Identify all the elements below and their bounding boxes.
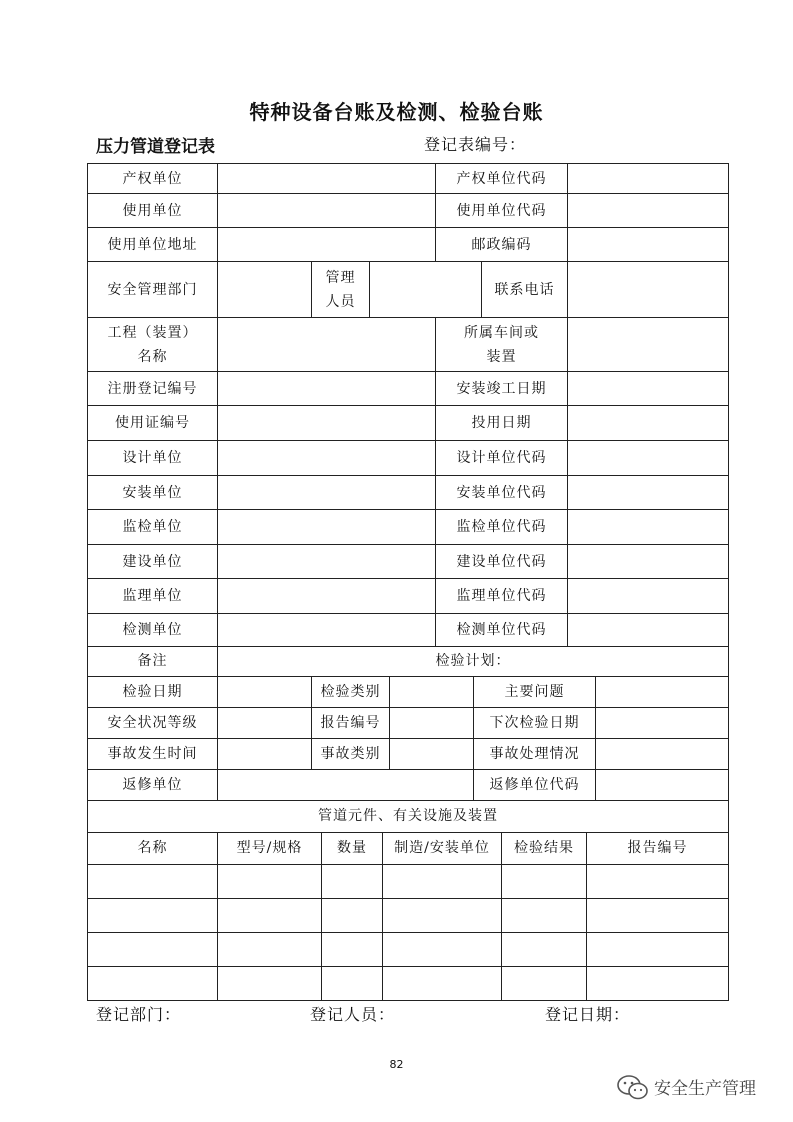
field-install-date[interactable] bbox=[568, 372, 729, 406]
label-project bbox=[88, 318, 218, 372]
label-safety-dept: 安全管理部门 bbox=[88, 262, 218, 318]
table-row bbox=[88, 614, 729, 647]
footer-dept-label: 登记部门： bbox=[96, 1005, 182, 1024]
cell[interactable] bbox=[502, 966, 587, 1000]
cell[interactable] bbox=[218, 898, 322, 932]
field-main-issues[interactable] bbox=[596, 676, 729, 707]
table-row bbox=[88, 441, 729, 476]
footer-person-label: 登记人员： bbox=[310, 1005, 396, 1024]
label-project-line1: 工程（装置） bbox=[107, 324, 198, 341]
page-title: 特种设备台账及检测、检验台账 bbox=[249, 100, 544, 124]
label-supervise-unit: 监检单位 bbox=[88, 510, 218, 545]
cell[interactable] bbox=[383, 932, 502, 966]
label-user-code: 使用单位代码 bbox=[436, 194, 568, 228]
watermark bbox=[616, 1070, 776, 1104]
field-repair-code[interactable] bbox=[596, 769, 729, 800]
field-supervise-code[interactable] bbox=[568, 510, 729, 545]
watermark-text: 安全生产管理 bbox=[654, 1079, 756, 1099]
label-install-unit: 安装单位 bbox=[88, 476, 218, 510]
field-design-unit[interactable] bbox=[218, 441, 436, 476]
cell[interactable] bbox=[322, 898, 383, 932]
field-user-unit[interactable] bbox=[218, 194, 436, 228]
table-header-row bbox=[88, 832, 729, 864]
table-row bbox=[88, 406, 729, 441]
cell[interactable] bbox=[218, 966, 322, 1000]
field-test-code[interactable] bbox=[568, 614, 729, 647]
label-manager-line1: 管理 bbox=[325, 269, 356, 286]
label-use-date: 投用日期 bbox=[436, 406, 568, 441]
header-manufacturer: 制造/安装单位 bbox=[383, 832, 502, 864]
label-user-address: 使用单位地址 bbox=[88, 228, 218, 262]
field-user-code[interactable] bbox=[568, 194, 729, 228]
label-install-code: 安装单位代码 bbox=[436, 476, 568, 510]
footer-date-label: 登记日期： bbox=[545, 1005, 631, 1024]
field-install-code[interactable] bbox=[568, 476, 729, 510]
page-number: 82 bbox=[389, 1058, 404, 1071]
table-row bbox=[88, 800, 729, 832]
field-inspection-date[interactable] bbox=[218, 676, 312, 707]
label-accident-type: 事故类别 bbox=[312, 738, 390, 769]
header-quantity: 数量 bbox=[322, 832, 383, 864]
cell[interactable] bbox=[383, 966, 502, 1000]
label-report-no: 报告编号 bbox=[312, 707, 390, 738]
label-repair-unit: 返修单位 bbox=[88, 769, 218, 800]
field-safety-dept[interactable] bbox=[218, 262, 312, 318]
label-owner-code: 产权单位代码 bbox=[436, 164, 568, 194]
label-next-date: 下次检验日期 bbox=[474, 707, 596, 738]
label-remark: 备注 bbox=[88, 646, 218, 676]
form-subtitle: 压力管道登记表 bbox=[96, 137, 215, 157]
table-row bbox=[88, 676, 729, 707]
cell[interactable] bbox=[322, 864, 383, 898]
cell[interactable] bbox=[383, 864, 502, 898]
label-workshop-line1: 所属车间或 bbox=[464, 324, 540, 341]
basic-info-table bbox=[87, 163, 729, 647]
field-project[interactable] bbox=[218, 318, 436, 372]
label-inspection-date: 检验日期 bbox=[88, 676, 218, 707]
label-test-code: 检测单位代码 bbox=[436, 614, 568, 647]
table-row bbox=[88, 738, 729, 769]
field-inspection-type[interactable] bbox=[390, 676, 474, 707]
cell[interactable] bbox=[218, 864, 322, 898]
label-manager bbox=[312, 262, 370, 318]
label-design-unit: 设计单位 bbox=[88, 441, 218, 476]
label-owner-unit: 产权单位 bbox=[88, 164, 218, 194]
field-repair-unit[interactable] bbox=[218, 769, 474, 800]
field-workshop[interactable] bbox=[568, 318, 729, 372]
cell[interactable] bbox=[587, 966, 729, 1000]
field-user-address[interactable] bbox=[218, 228, 436, 262]
cell[interactable] bbox=[88, 966, 218, 1000]
cell[interactable] bbox=[88, 898, 218, 932]
header-name: 名称 bbox=[88, 832, 218, 864]
cell[interactable] bbox=[502, 932, 587, 966]
label-design-code: 设计单位代码 bbox=[436, 441, 568, 476]
label-workshop bbox=[436, 318, 568, 372]
table-row bbox=[88, 372, 729, 406]
cell[interactable] bbox=[587, 864, 729, 898]
inspection-table bbox=[87, 646, 729, 833]
label-inspection-type: 检验类别 bbox=[312, 676, 390, 707]
table-row bbox=[88, 932, 729, 966]
label-build-code: 建设单位代码 bbox=[436, 545, 568, 579]
label-accident-time: 事故发生时间 bbox=[88, 738, 218, 769]
field-report-no[interactable] bbox=[390, 707, 474, 738]
table-row bbox=[88, 476, 729, 510]
table-row bbox=[88, 707, 729, 738]
label-workshop-line2: 装置 bbox=[486, 348, 517, 365]
cell[interactable] bbox=[322, 932, 383, 966]
cell[interactable] bbox=[502, 898, 587, 932]
label-test-unit: 检测单位 bbox=[88, 614, 218, 647]
table-row bbox=[88, 228, 729, 262]
components-table bbox=[87, 832, 729, 1001]
table-row bbox=[88, 864, 729, 898]
cell[interactable] bbox=[502, 864, 587, 898]
label-build-unit: 建设单位 bbox=[88, 545, 218, 579]
label-project-line2: 名称 bbox=[137, 348, 168, 365]
label-manager-line2: 人员 bbox=[325, 293, 356, 310]
field-postal-code[interactable] bbox=[568, 228, 729, 262]
field-safety-level[interactable] bbox=[218, 707, 312, 738]
cell[interactable] bbox=[322, 966, 383, 1000]
table-row bbox=[88, 579, 729, 614]
label-safety-level: 安全状况等级 bbox=[88, 707, 218, 738]
label-main-issues: 主要问题 bbox=[474, 676, 596, 707]
field-next-date[interactable] bbox=[596, 707, 729, 738]
field-owner-code[interactable] bbox=[568, 164, 729, 194]
header-report-no: 报告编号 bbox=[587, 832, 729, 864]
cell[interactable] bbox=[587, 898, 729, 932]
label-manage-unit: 监理单位 bbox=[88, 579, 218, 614]
cell[interactable] bbox=[587, 932, 729, 966]
cell[interactable] bbox=[88, 864, 218, 898]
field-accident-time[interactable] bbox=[218, 738, 312, 769]
label-accident-handling: 事故处理情况 bbox=[474, 738, 596, 769]
field-phone[interactable] bbox=[568, 262, 729, 318]
header-model: 型号/规格 bbox=[218, 832, 322, 864]
field-reg-number[interactable] bbox=[218, 372, 436, 406]
table-row bbox=[88, 164, 729, 194]
field-manager[interactable] bbox=[370, 262, 482, 318]
field-supervise-unit[interactable] bbox=[218, 510, 436, 545]
table-row bbox=[88, 510, 729, 545]
field-design-code[interactable] bbox=[568, 441, 729, 476]
label-repair-code: 返修单位代码 bbox=[474, 769, 596, 800]
field-inspection-plan[interactable]: 检验计划： bbox=[218, 646, 729, 676]
field-install-unit[interactable] bbox=[218, 476, 436, 510]
components-section-title: 管道元件、有关设施及装置 bbox=[88, 800, 729, 832]
cell[interactable] bbox=[88, 932, 218, 966]
field-owner-unit[interactable] bbox=[218, 164, 436, 194]
field-use-date[interactable] bbox=[568, 406, 729, 441]
cell[interactable] bbox=[383, 898, 502, 932]
label-user-unit: 使用单位 bbox=[88, 194, 218, 228]
table-row bbox=[88, 262, 729, 318]
table-row bbox=[88, 646, 729, 676]
label-cert-number: 使用证编号 bbox=[88, 406, 218, 441]
table-row bbox=[88, 966, 729, 1000]
table-row bbox=[88, 898, 729, 932]
table-row bbox=[88, 769, 729, 800]
header-result: 检验结果 bbox=[502, 832, 587, 864]
label-supervise-code: 监检单位代码 bbox=[436, 510, 568, 545]
label-reg-number: 注册登记编号 bbox=[88, 372, 218, 406]
field-accident-type[interactable] bbox=[390, 738, 474, 769]
field-cert-number[interactable] bbox=[218, 406, 436, 441]
field-manage-code[interactable] bbox=[568, 579, 729, 614]
label-manage-code: 监理单位代码 bbox=[436, 579, 568, 614]
field-test-unit[interactable] bbox=[218, 614, 436, 647]
registration-number-label: 登记表编号： bbox=[424, 135, 527, 154]
table-row bbox=[88, 194, 729, 228]
field-manage-unit[interactable] bbox=[218, 579, 436, 614]
field-build-code[interactable] bbox=[568, 545, 729, 579]
table-row bbox=[88, 318, 729, 372]
label-phone: 联系电话 bbox=[482, 262, 568, 318]
field-accident-handling[interactable] bbox=[596, 738, 729, 769]
table-row bbox=[88, 545, 729, 579]
cell[interactable] bbox=[218, 932, 322, 966]
wechat-icon bbox=[616, 1074, 650, 1102]
label-install-date: 安装竣工日期 bbox=[436, 372, 568, 406]
label-postal-code: 邮政编码 bbox=[436, 228, 568, 262]
field-build-unit[interactable] bbox=[218, 545, 436, 579]
